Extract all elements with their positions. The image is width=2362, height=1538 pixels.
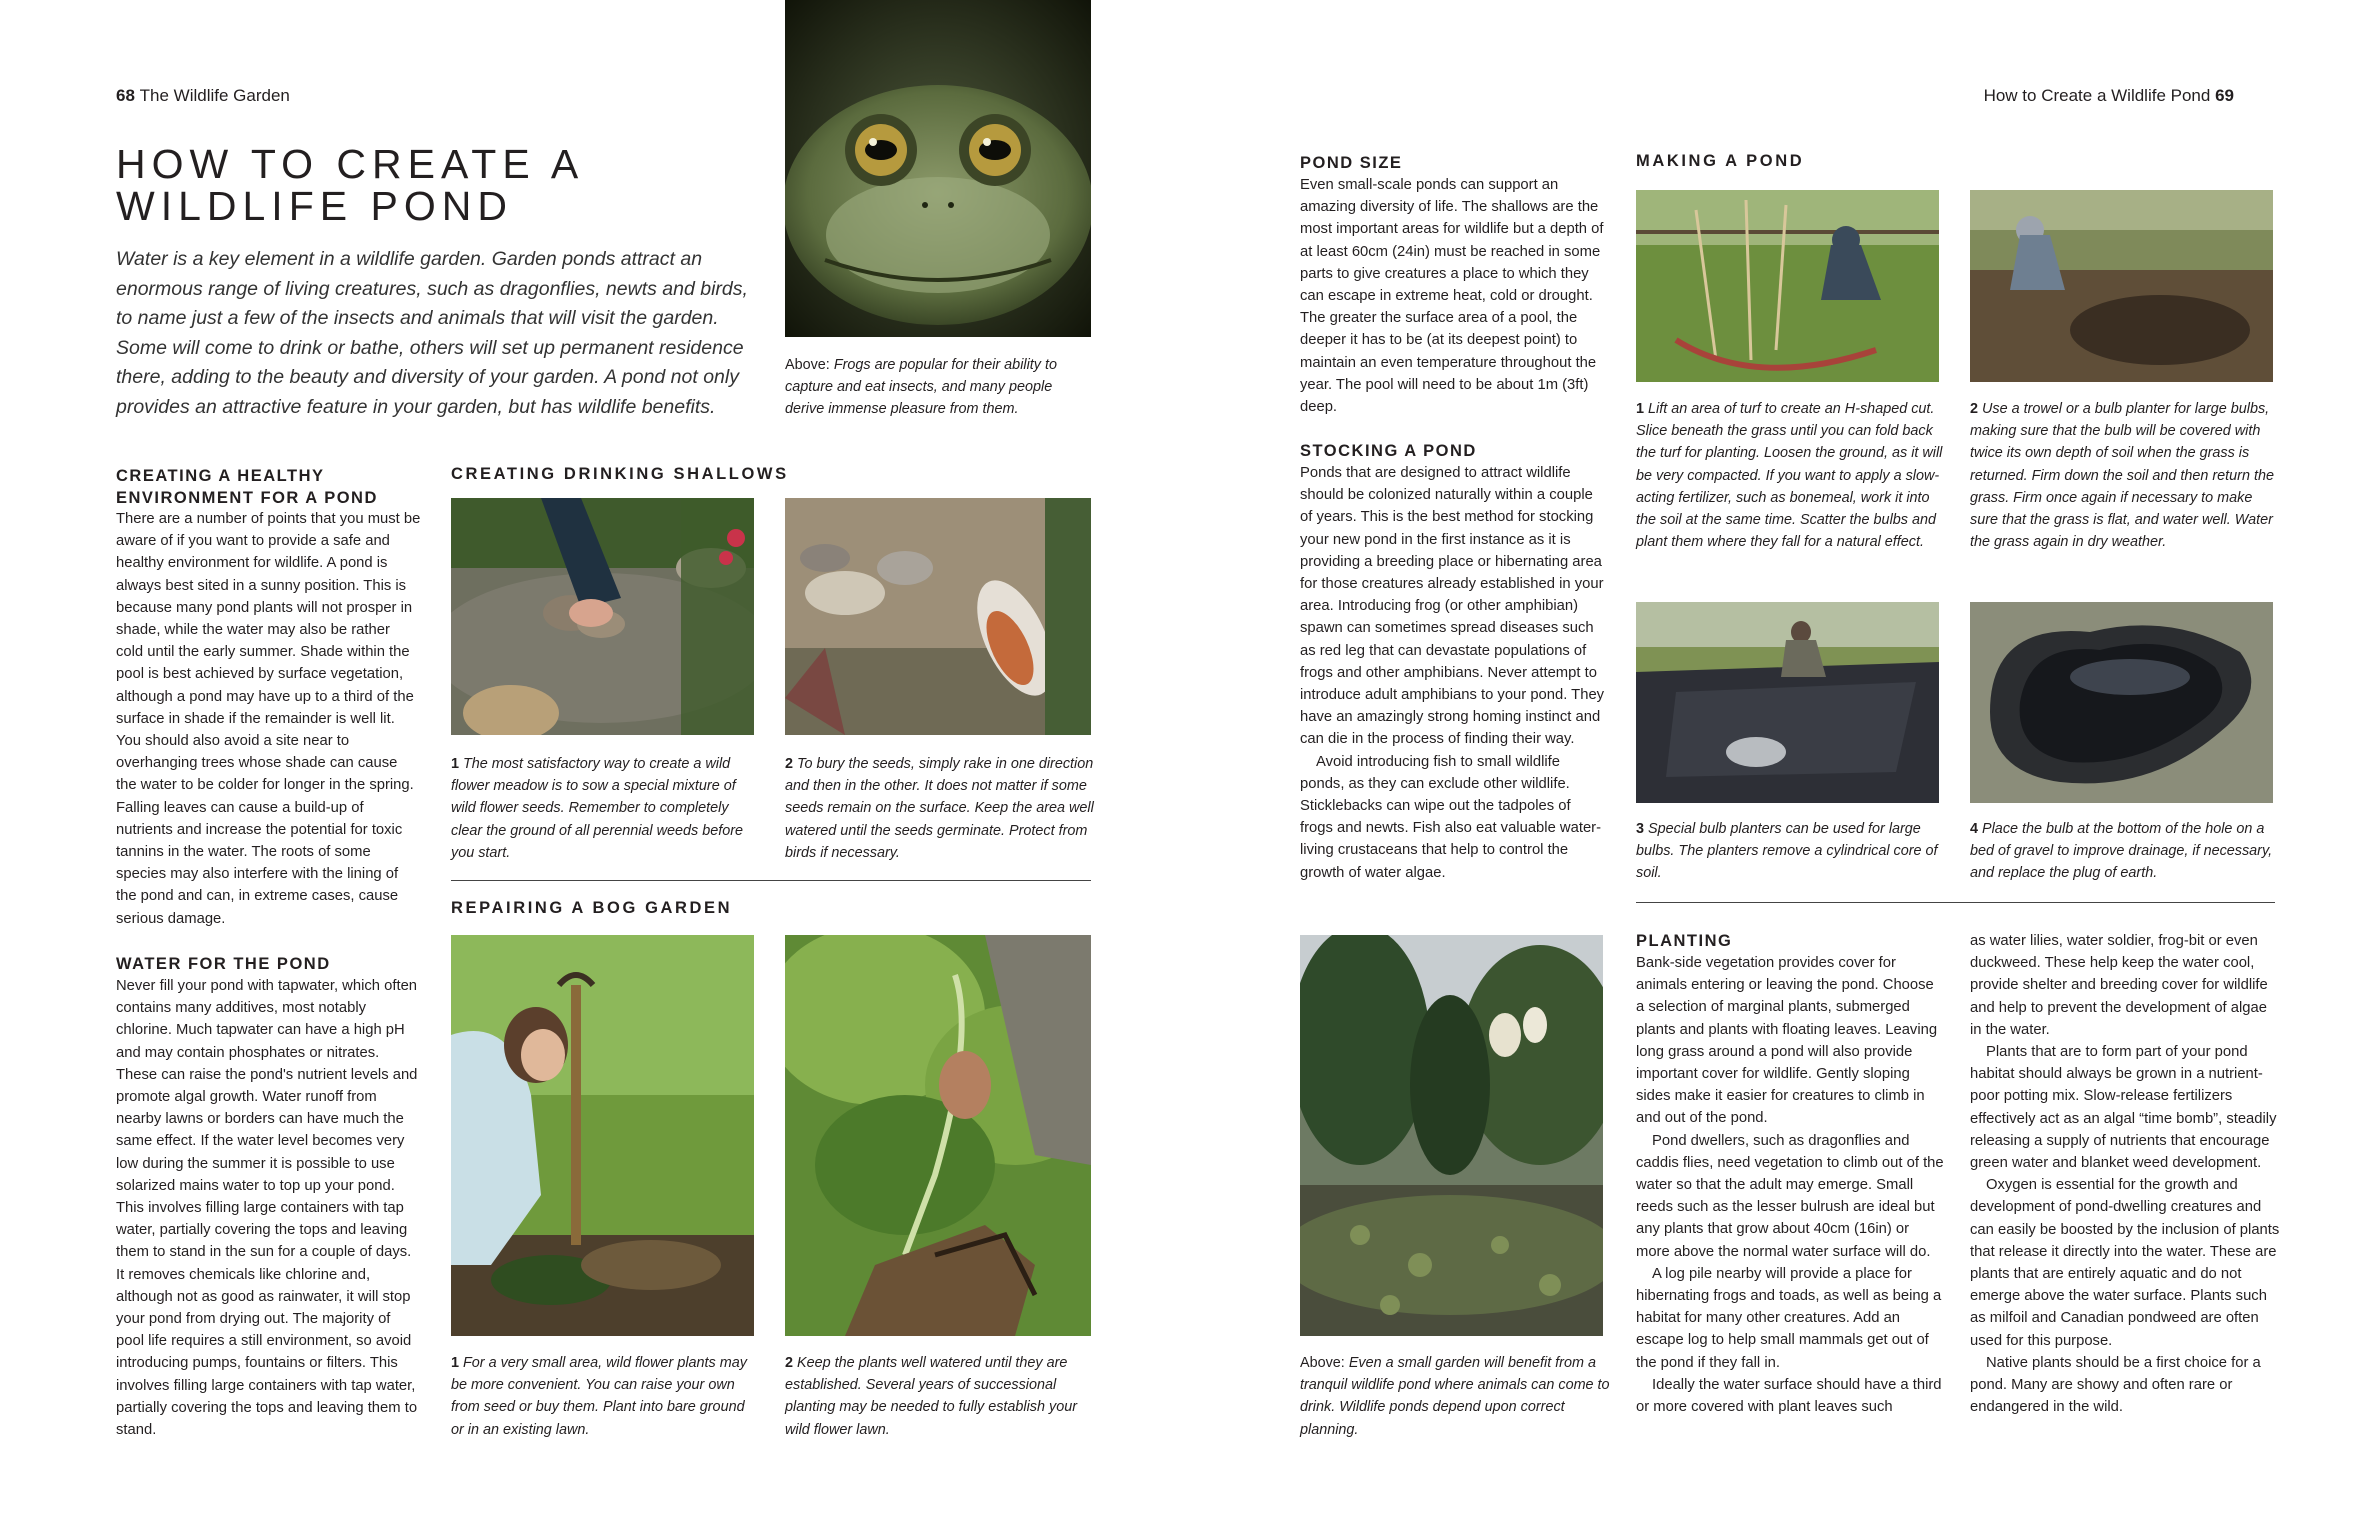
making-caption-2-number: 2 — [1970, 401, 1979, 417]
making-photo-4 — [1970, 602, 2273, 803]
shallows-caption-2 — [785, 753, 1095, 864]
making-photo-3 — [1636, 602, 1939, 803]
bog-caption-1-number: 1 — [451, 1355, 460, 1371]
frog-caption-text: Frogs are popular for their ability to capture and eat insects, and many people derive immense pleasure from them. — [785, 357, 1057, 418]
making-caption-3-number: 3 — [1636, 821, 1645, 837]
making-divider — [1636, 902, 2275, 903]
bog-photo-1 — [451, 935, 754, 1336]
planting-text-col2 — [1970, 930, 2280, 1418]
left-folio — [116, 86, 290, 106]
planting-heading: PLANTING — [1636, 932, 1733, 950]
left-page-number: 68 — [116, 86, 135, 105]
shallows-caption-2-number: 2 — [785, 756, 794, 772]
making-caption-3 — [1636, 818, 1946, 885]
making-heading: MAKING A POND — [1636, 152, 1805, 170]
bog-caption-2-number: 2 — [785, 1355, 794, 1371]
making-caption-1 — [1636, 398, 1946, 553]
making-caption-3-text: Special bulb planters can be used for large bulbs. The planters remove a cylindrical core of soil. — [1636, 821, 1938, 882]
bog-caption-1-text: For a very small area, wild flower plants may be more convenient. You can raise your own from seed or buy them. Plant into bare ground or in an existing lawn. — [451, 1355, 747, 1438]
planting-paragraph-3: A log pile nearby will provide a place for hibernating frogs and toads, as well as being a habitat for many other creatures. Add an escape log to help small mammals get out of the pond if they fall in. — [1636, 1265, 1942, 1371]
pond-size-paragraph: Even small-scale ponds can support an amazing diversity of life. The shallows are the most important areas for wildlife but a depth of at least 60cm (24in) must be reached in some parts to give creatures a place to which they can escape in extreme heat, cold or drought. The greater the surface area of a pool, the deeper it has to be (at its deepest point) to maintain an even temperature throughout the year. The pool will need to be about 1m (3ft) deep. — [1300, 177, 1604, 416]
planting-paragraph-6: Plants that are to form part of your pond habitat should always be grown in a nutrient-poor potting mix. Slow-release fertilizers effectively act as an algal “time bomb”, steadily releasing a supply of nutrients that encourage green water and blanket weed development. — [1970, 1044, 2277, 1172]
making-caption-2 — [1970, 398, 2280, 553]
planting-paragraph-8: Native plants should be a first choice for a pond. Many are showy and often rare or endangered in the wild. — [1970, 1354, 2261, 1416]
planting-paragraph-4: Ideally the water surface should have a third or more covered with plant leaves such — [1636, 1376, 1942, 1416]
water-heading: WATER FOR THE POND — [116, 955, 331, 973]
shallows-photo-1 — [451, 498, 754, 735]
planting-paragraph-2: Pond dwellers, such as dragonflies and caddis flies, need vegetation to climb out of the water so that the adult may emerge. Small reeds such as the lesser bulrush are ideal but any plants that grow about 40cm (16in) or more above the normal water surface will do. — [1636, 1132, 1944, 1260]
making-caption-4-number: 4 — [1970, 821, 1979, 837]
healthy-heading: CREATING A HEALTHY ENVIRONMENT FOR A POND — [116, 467, 378, 507]
planting-paragraph-5: as water lilies, water soldier, frog-bit or even duckweed. These help keep the water cool, provide shelter and breeding cover for wildlife and help to prevent the development of algae in the water. — [1970, 933, 2268, 1038]
bog-caption-1 — [451, 1352, 761, 1441]
making-caption-1-number: 1 — [1636, 401, 1645, 417]
pond-caption-text: Even a small garden will benefit from a tranquil wildlife pond where animals can come to drink. Wildlife ponds depend upon correct planning. — [1300, 1355, 1610, 1438]
planting-text-col1 — [1636, 952, 1946, 1418]
water-paragraph: Never fill your pond with tapwater, which often contains many additives, most notably chlorine. Much tapwater can have a high pH and may contain phosphates or nitrates. These can raise the pond's nutrient levels and promote algal growth. Water runoff from nearby lawns or borders can have much the same effect. If the water level becomes very low during the summer it is possible to use solarized mains water to top up your pond. This involves filling large containers with tap water, partially covering the tops and leaving them to stand in the sun for a couple of days. It removes chemicals like chlorine and, although not as good as rainwater, it will stop your pond from drying out. The majority of pool life requires a still environment, so avoid introducing pumps, fountains or filters. This involves filling large containers with tap water, partially covering the tops and leaving them to stand. — [116, 978, 418, 1439]
pond-photo — [1300, 935, 1603, 1336]
pond-size-text — [1300, 174, 1605, 418]
shallows-caption-1 — [451, 753, 761, 864]
frog-caption — [785, 354, 1095, 421]
frog-illustration — [785, 0, 1091, 337]
frog-photo — [785, 0, 1091, 337]
making-photo-2 — [1970, 190, 2273, 382]
bog-heading: REPAIRING A BOG GARDEN — [451, 899, 733, 917]
water-text — [116, 975, 421, 1441]
shallows-caption-2-text: To bury the seeds, simply rake in one direction and then in the other. It does not matter if some seeds remain on the surface. Keep the area well watered until the seeds germinate. Protect from birds if necessary. — [785, 756, 1094, 861]
frog-caption-lead: Above: — [785, 357, 830, 373]
healthy-paragraph: There are a number of points that you must be aware of if you want to provide a safe and healthy environment for wildlife. A pond is always best sited in a sunny position. This is because many pond plants will not prosper in shade, while the water may also be rather cold until the early summer. Shade within the pool is best achieved by surface vegetation, although a pond may have up to a third of the surface in shade if the remainder is well lit. You should also avoid a site near to overhanging trees whose shade can cause the water to be colder for longer in the spring. Falling leaves can cause a build-up of nutrients and increase the potential for toxic tannins in the water. The roots of some species may also interfere with the lining of the pond and can, in extreme cases, cause serious damage. — [116, 511, 421, 927]
bog-photo-2 — [785, 935, 1091, 1336]
making-caption-2-text: Use a trowel or a bulb planter for large bulbs, making sure that the bulb will be covered with twice its own depth of soil when the grass is returned. Firm down the soil and then return the grass. Firm once again if necessary to make sure that the grass is flat, and water well. Water the grass again in dry weather. — [1970, 401, 2274, 551]
pond-caption — [1300, 1352, 1610, 1441]
planting-paragraph-1: Bank-side vegetation provides cover for animals entering or leaving the pond. Choose a selection of marginal plants, submerged plants and plants with floating leaves. Leaving long grass around a pond will also provide important cover for wildlife. Gently sloping sides make it easier for creatures to climb in and out of the pond. — [1636, 955, 1938, 1127]
making-photo-1 — [1636, 190, 1939, 382]
stocking-text — [1300, 462, 1605, 884]
bog-caption-2 — [785, 1352, 1095, 1441]
making-caption-1-text: Lift an area of turf to create an H-shaped cut. Slice beneath the grass until you can fold back the turf for planting. Loosen the ground, as it will be very compacted. If you want to apply a slow-acting fertilizer, such as bonemeal, work it into the soil at the same time. Scatter the bulbs and plant them where they fall for a natural effect. — [1636, 401, 1943, 551]
pond-caption-lead: Above: — [1300, 1355, 1345, 1371]
right-running-title: How to Create a Wildlife Pond — [1983, 86, 2211, 105]
intro-text: Water is a key element in a wildlife garden. Garden ponds attract an enormous range of living creatures, such as dragonflies, newts and birds, to name just a few of the insects and animals that will visit the garden. Some will come to drink or bathe, others will set up permanent residence there, adding to the beauty and diversity of your garden. A pond not only provides an attractive feature in your garden, but has wildlife benefits. — [116, 248, 748, 418]
planting-paragraph-7: Oxygen is essential for the growth and development of pond-dwelling creatures and can easily be boosted by the inclusion of plants that release it directly into the water. These are plants that are entirely aquatic and do not emerge above the water surface. Plants such as milfoil and Canadian pondweed are often used for this purpose. — [1970, 1177, 2280, 1349]
making-caption-4 — [1970, 818, 2280, 885]
healthy-text — [116, 508, 421, 930]
shallows-caption-1-text: The most satisfactory way to create a wild flower meadow is to sow a special mixture of wild flower seeds. Remember to completely clear the ground of all perennial weeds before you start. — [451, 756, 744, 861]
shallows-caption-1-number: 1 — [451, 756, 460, 772]
pond-size-heading: POND SIZE — [1300, 154, 1403, 172]
section-divider — [451, 880, 1091, 881]
making-caption-4-text: Place the bulb at the bottom of the hole on a bed of gravel to improve drainage, if necessary, and replace the plug of earth. — [1970, 821, 2273, 882]
right-folio — [1984, 86, 2234, 106]
right-page-number: 69 — [2215, 86, 2234, 105]
stocking-paragraph-1: Ponds that are designed to attract wildlife should be colonized naturally within a couple of years. This is the best method for stocking your new pond in the first instance as it is providing a breeding place or hibernating area for those creatures already established in your area. Introducing frog (or other amphibian) spawn can sometimes spread diseases such as red leg that can devastate populations of frogs and other amphibians. Never attempt to introduce adult amphibians to your pond. They have an amazingly strong homing instinct and can die in the process of finding their way. — [1300, 465, 1605, 748]
stocking-paragraph-2: Avoid introducing fish to small wildlife ponds, as they can exclude other wildlife. Sticklebacks can wipe out the tadpoles of frogs and newts. Fish also eat valuable water-living crustaceans that help to control the growth of water algae. — [1300, 753, 1602, 881]
shallows-heading: CREATING DRINKING SHALLOWS — [451, 465, 789, 483]
page-title: HOW TO CREATE A WILDLIFE POND — [116, 141, 582, 229]
left-running-title: The Wildlife Garden — [139, 86, 290, 105]
stocking-heading: STOCKING A POND — [1300, 442, 1477, 460]
bog-caption-2-text: Keep the plants well watered until they are established. Several years of successional planting may be needed to fully establish your wild flower lawn. — [785, 1355, 1077, 1438]
shallows-photo-2 — [785, 498, 1091, 735]
